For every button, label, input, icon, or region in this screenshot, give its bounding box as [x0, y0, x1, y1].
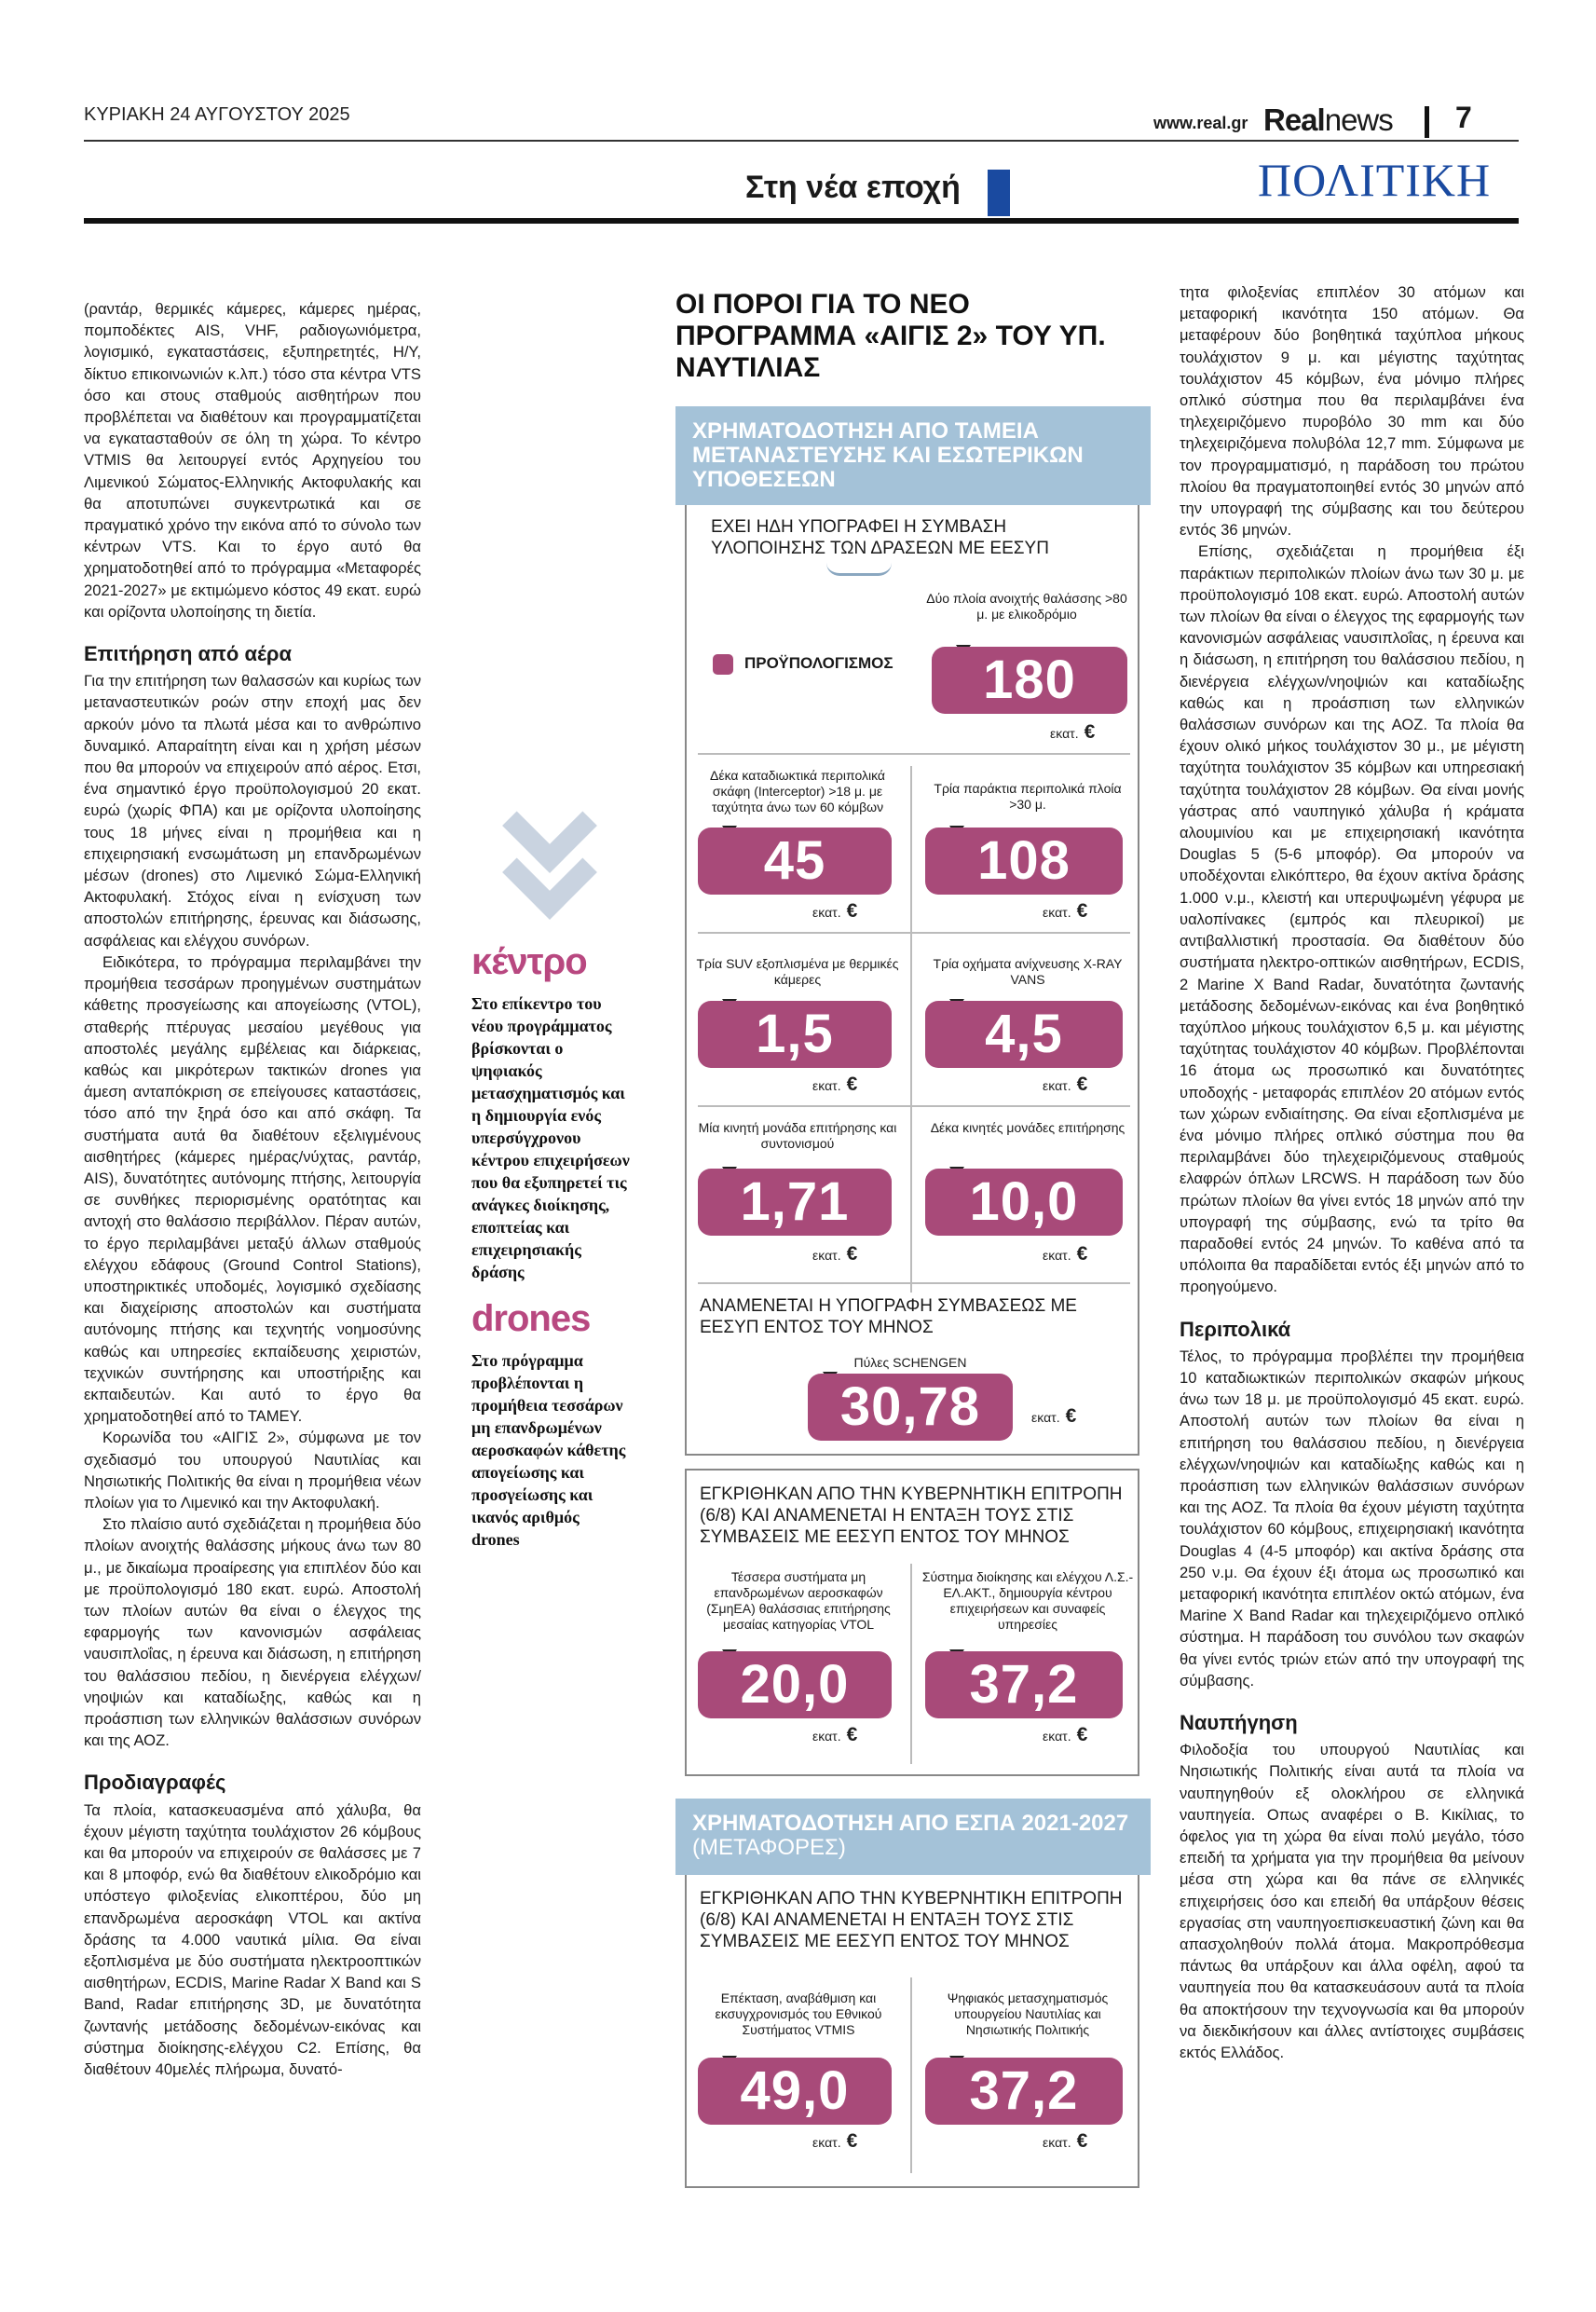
paragraph: Ειδικότερα, το πρόγραμμα περιλαμβάνει την προμήθεια τεσσάρων προηγμένων συστημάτων κάθετης προσγείωσης και απογείωσης (VTOL), σταθερής πτέρυγας μεσαίου μεγέθους για αποστολές μεγάλης εμβέλειας και διάρκειας, καθώς και μικρότερων τακτικών drones για άμεση ανταπόκριση σε επείγουσες καταστάσεις, τόσο από την ξηρά όσο και από σκάφη. Τα συστήματα αυτά θα διαθέτουν εξελιγμένους αισθητήρες (κάμερες ημέρας/νύχτας, ραντάρ, AIS), δυνατότητες αυτόνομης πτήσης, λειτουργία σε συνθήκες περιορισμένης ορατότητας και αντοχή στο θαλάσσιο περιβάλλον. Πέραν αυτών, το έργο περιλαμβάνει μεταξύ άλλων σταθμούς ελέγχου εδάφους (Ground Control Stations), υποστηρικτικές υποδομές, λογισμικό σχεδίασης και διαχείρισης αποστολών και συστήματα αυτόνομης πτήσης και τεχνητής νοημοσύνης καθώς και υπηρεσίες εκπαίδευσης χειριστών, τεχνικών συντήρησης και υποστήριξης και εκπαιδευτών. Και αυτό το έργο θα χρηματοδοτηθεί από το ΤΑΜΕΥ.: [84, 952, 421, 1426]
section-title: ΠΟΛΙΤΙΚΗ: [1258, 154, 1492, 206]
item-desc: Τρία οχήματα ανίχνευσης X-RAY VANS: [933, 956, 1123, 987]
unit-label: εκατ. €: [1043, 1243, 1088, 1265]
value-box: 180: [932, 647, 1127, 714]
value-box: 45: [698, 828, 892, 895]
paragraph: Στο πλαίσιο αυτό σχεδιάζεται η προμήθεια δύο πλοίων ανοιχτής θαλάσσης μήκους άνω των 80 μ., με δικαίωμα προαίρεσης για επιπλέον δύο και με προϋπολογισμό 180 εκατ. ευρώ. Αποστολή των πλοίων αυτών θα είναι ο έλεγχος της εφαρμογής των κανονισμών ασφάλειας ναυσιπλοΐας, η έρευνα και διάσωση, η επιτήρηση του θαλάσσιου πεδίου, η διενέργεια ελέγχων/νηοψιών και καταδίωξης, καθώς και η προάσπιση των ελληνικών θαλάσσιων συνόρων και της ΑΟΖ.: [84, 1515, 421, 1750]
value-box: 20,0: [698, 1651, 892, 1718]
unit-label: εκατ. €: [1043, 2130, 1088, 2152]
paragraph: Κορωνίδα του «ΑΙΓΙΣ 2», σύμφωνα με τον σχεδιασμό του υπουργού Ναυτιλίας και Νησιωτικής Πολιτικής θα είναι η προμήθεια νέων πλοίων για το Λιμενικό και την Ακτοφυλακή.: [84, 1429, 421, 1512]
section-kicker: Στη νέα εποχή: [745, 170, 961, 205]
unit-label: εκατ. €: [812, 1243, 858, 1265]
article-column-left: [84, 298, 421, 2080]
kicker-bar: [988, 170, 1010, 216]
value-box: 4,5: [925, 1001, 1123, 1068]
legend-label: ΠΡΟΫΠΟΛΟΓΙΣΜΟΣ: [744, 654, 893, 672]
subheading: Ναυπήγηση: [1180, 1711, 1298, 1734]
col-divider: [910, 1564, 912, 1764]
article-column-right: [1180, 281, 1524, 2063]
unit-label: εκατ. €: [1050, 721, 1096, 743]
value-box: 49,0: [698, 2058, 892, 2125]
site-url[interactable]: www.real.gr: [1153, 114, 1248, 132]
section-rule: [84, 218, 1519, 224]
funding-band-espa: [675, 1799, 1151, 1875]
value-box: 10,0: [925, 1169, 1123, 1236]
subheading: Επιτήρηση από αέρα: [84, 642, 293, 666]
subheading: Προδιαγραφές: [84, 1771, 226, 1795]
item-desc: Τρία παράκτια περιπολικά πλοία >30 μ.: [934, 781, 1122, 812]
infographic-title: ΟΙ ΠΟΡΟΙ ΓΙΑ ΤΟ ΝΕΟ ΠΡΟΓΡΑΜΜΑ «ΑΙΓΙΣ 2» ΤΟΥ ΥΠ. ΝΑΥΤΙΛΙΑΣ: [675, 289, 1106, 383]
unit-label: εκατ. €: [1043, 900, 1088, 922]
paragraph: (ραντάρ, θερμικές κάμερες, κάμερες ημέρας, πομποδέκτες AIS, VHF, ραδιογωνιόμετρα, λογισμικό, εγκαταστάσεις, εξυπηρετητές, Η/Υ, δίκτυο επικοινωνιών κ.λπ.) τόσο στα κέντρα VTS όσο και στους σταθμούς αισθητήρων που προβλέπεται να διαθέτουν και προγραμματίζεται να εγκατασταθούν σε όλη τη χώρα. Το κέντρο VTMIS θα λειτουργεί εντός Αρχηγείου του Λιμενικού Σώματος-Ελληνικής Ακτοφυλακής και θα αποτυπώνει συγκεντρωτικά και σε πραγματικό χρόνο την εικόνα από το σύνολο των κέντρων VTS. Και το έργο αυτό θα χρηματοδοτηθεί από το πρόγραμμα «Μεταφορές 2021-2027» με εκτιμώμενο κόστος 49 εκατ. ευρώ και ορίζοντα υλοποίησης τη διετία.: [84, 300, 421, 621]
item-desc: Δέκα κινητές μονάδες επιτήρησης: [930, 1120, 1125, 1135]
item-desc: Δέκα καταδιωκτικά περιπολικά σκάφη (Interceptor) >18 μ. με ταχύτητα άνω των 60 κόμβων: [709, 768, 886, 814]
issue-date: ΚΥΡΙΑΚΗ 24 ΑΥΓΟΥΣΤΟΥ 2025: [84, 104, 350, 125]
sidebar-highlights: [471, 801, 630, 1551]
row-divider: [698, 753, 1130, 755]
group-label-signed: ΕΧΕΙ ΗΔΗ ΥΠΟΓΡΑΦΕΙ Η ΣΥΜΒΑΣΗ ΥΛΟΠΟΙΗΣΗΣ ΤΩΝ ΔΡΑΣΕΩΝ ΜΕ ΕΕΣΥΠ: [711, 517, 1049, 558]
paragraph: Τα πλοία, κατασκευασμένα από χάλυβα, θα έχουν μέγιστη ταχύτητα τουλάχιστον 26 κόμβους και θα μπορούν να επιχειρούν σε θαλάσσες με 7 και 8 μποφόρ, ενώ θα διαθέτουν ελικοδρόμιο και υπόστεγο φιλοξενίας ελικοπτέρου, δύο μη επανδρωμένα αεροσκάφη VTOL και ακτίνα δράσης τα 4.000 ναυτικά μίλια. Θα είναι εξοπλισμένα με δύο συστήματα ηλεκτροοπτικών αισθητήρων, ECDIS, Marine Radar X Band και S Band, Radar επιτήρησης 3D, με δυνατότητα ζωντανής μετάδοσης δεδομένων-εικόνας και σύστημα διοίκησης-ελέγχου C2. Επίσης, θα διαθέτουν 40μελές πλήρωμα, δυνατό-: [84, 1800, 421, 2079]
brace-icon: [826, 563, 892, 576]
paragraph: Επίσης, σχεδιάζεται η προμήθεια έξι παράκτιων περιπολικών πλοίων άνω των 30 μ. με προϋπολογισμό 108 εκατ. ευρώ. Αποστολή αυτών των πλοίων θα είναι ο έλεγχος της εφαρμογής των κανονισμών ασφάλειας ναυσιπλοΐας, η έρευνα και η διάσωση, η επιτήρηση του θαλάσσιου πεδίου, η διενέργεια ελέγχων/νηοψιών και καταδίωξης καθώς και η προάσπιση των ελληνικών θαλάσσιων συνόρων και της ΑΟΖ. Τα πλοία θα έχουν ολικό μήκος τουλάχιστον 30 μ., με μέγιστη ταχύτητα τουλάχιστον 35 κόμβων και υπηρεσιακή ταχύτητα τουλάχιστον 28 κόμβων. Θα είναι μονής γάστρας από ναυπηγικό χάλυβα ή κράματα αλουμινίου και με επιχειρησιακή ικανότητα Douglas 5 (5-6 μποφόρ). Θα μπορούν να υποδέχονται ελικόπτερο, θα έχουν ακτίνα δράσης 1.000 ν.μ., κλειστή και υπερυψωμένη γέφυρα με υαλοπίνακες (εμπρός και πλευρικοί) με αντιβαλλιστική προστασία. Θα διαθέτουν δύο συστήματα ηλεκτρο-οπτικών αισθητήρων, ECDIS, 2 Marine X Band Radar, δυνατότητα ζωντανής μετάδοσης δεδομένων-εικόνας και ένα βοηθητικό ταχύπλοο μήκους τουλάχιστον 6,5 μ. και μέγιστης ταχύτητας τουλάχιστον 40 κόμβων. Προβλέπονται 16 άτομα ως προσωπικό και δυνατότητες υποδοχής - μεταφοράς επιπλέον 20 ατόμων εντός των χώρων ενδιαίτησης. Θα είναι εξοπλισμένα με ένα μόνιμο πλήρες οπλικό σύστημα που θα περιλαμβάνει δύο τηλεχειριζόμενους σταθμούς ελαφρών όπλων LRCWS. Η παράδοση των δύο πρώτων πλοίων θα γίνει εντός 18 μηνών από την υπογραφή της σύμβασης, ενώ τα τρίτο θα παραδοθεί εντός 24 μηνών. Το καθένα από τα υπόλοιπα θα παραδίδεται εντός έξι μηνών από το προηγούμενο.: [1180, 542, 1524, 1296]
unit-label: εκατ. €: [812, 1724, 858, 1745]
unit-label: εκατ. €: [1043, 1724, 1088, 1745]
row-divider: [698, 932, 1130, 934]
funding-band-migration: ΧΡΗΜΑΤΟΔΟΤΗΣΗ ΑΠΟ ΤΑΜΕΙΑ ΜΕΤΑΝΑΣΤΕΥΣΗΣ ΚΑΙ ΕΣΩΤΕΡΙΚΩΝ ΥΠΟΘΕΣΕΩΝ: [675, 406, 1151, 505]
band-espa-title: ΧΡΗΜΑΤΟΔΟΤΗΣΗ ΑΠΟ ΕΣΠΑ 2021-2027: [692, 1811, 1129, 1836]
item-desc: Τρία SUV εξοπλισμένα με θερμικές κάμερες: [696, 956, 899, 987]
item-desc: Πύλες SCHENGEN: [853, 1355, 967, 1370]
value-box: 37,2: [925, 2058, 1123, 2125]
band-espa-sub: (ΜΕΤΑΦΟΡΕΣ): [692, 1835, 846, 1860]
value-box: 1,71: [698, 1169, 892, 1236]
subheading: Περιπολικά: [1180, 1317, 1291, 1341]
group-label-pending: ΑΝΑΜΕΝΕΤΑΙ Η ΥΠΟΓΡΑΦΗ ΣΥΜΒΑΣΕΩΣ ΜΕ ΕΕΣΥΠ ΕΝΤΟΣ ΤΟΥ ΜΗΝΟΣ: [700, 1296, 1077, 1337]
sidebar-heading-drones: drones: [471, 1298, 591, 1339]
item-desc: Δύο πλοία ανοιχτής θαλάσσης >80 μ. με ελικοδρόμιο: [926, 591, 1127, 622]
row-divider: [698, 1105, 1130, 1107]
paragraph: Φιλοδοξία του υπουργού Ναυτιλίας και Νησιωτικής Πολιτικής είναι αυτά τα πλοία να ναυπηγηθούν εξ ολοκλήρου σε ελληνικά ναυπηγεία. Οπως αναφέρει ο Β. Κικίλιας, το όφελος για τη χώρα θα είναι πολύ μεγάλο, τόσο επειδή τα χρήματα για την προμήθεια θα μείνουν μέσα στη χώρα και θα πάνε σε ελληνικές επιχειρήσεις όσο και επειδή θα υπάρξουν θέσεις εργασίας στη ναυπηγοεπισκευαστική ζώνη και θα απασχοληθούν πολλά άτομα. Μακροπρόθεσμα πάντως θα υπάρξουν και άλλα οφέλη, αφού τα ναυπηγεία που θα κατασκευάσουν αυτά τα πλοία θα αποκτήσουν την τεχνογνωσία και θα μπορούν να διεκδικήσουν και άλλες αντίστοιχες συμβάσεις εκτός Ελλάδος.: [1180, 1741, 1524, 2062]
unit-label: εκατ. €: [1031, 1405, 1077, 1427]
row-divider: [698, 1282, 1130, 1284]
sidebar-text-drones: Στο πρόγραμμα προβλέπονται η προμήθεια τεσσάρων μη επανδρωμένων αεροσκαφών κάθετης απογείωσης και προσγείωσης και ικανός αριθμός drones: [471, 1351, 626, 1549]
unit-label: εκατ. €: [812, 900, 858, 922]
value-box: 37,2: [925, 1651, 1123, 1718]
item-desc: Σύστημα διοίκησης και ελέγχου Λ.Σ.-ΕΛ.ΑΚΤ., δημιουργία κέντρου επιχειρήσεων και συναφείς υπηρεσίες: [921, 1569, 1134, 1632]
approved-panel-migration: [685, 1469, 1139, 1776]
paragraph: Τέλος, το πρόγραμμα προβλέπει την προμήθεια 10 καταδιωκτικών περιπολικών σκαφών μήκους άνω των 18 μ. με προϋπολογισμό 45 εκατ. ευρώ. Αποστολή αυτών των πλοίων θα είναι η επιτήρηση του θαλάσσιου πεδίου, η διενέργεια ελέγχων/νηοψιών και καταδίωξης καθώς και η προάσπιση των ελληνικών θαλάσσιων συνόρων και της ΑΟΖ. Τα πλοία θα έχουν μέγιστη ταχύτητα τουλάχιστον 60 κόμβους, επιχειρησιακή ικανότητα Douglas 4 (4-5 μποφόρ) και ακτίνα δράσης στα 250 ν.μ. Θα έχουν έξι άτομα ως προσωπικό και μεταφορική ικανότητα επιπλέον οκτώ ατόμων, ένα Marine X Band Radar και τηλεχειριζόμενο οπλικό σύστημα. Η παράδοση του συνόλου των σκαφών θα γίνει εντός τριών ετών από την υπογραφή της σύμβασης.: [1180, 1347, 1524, 1690]
migration-fund-panel: [685, 505, 1139, 1456]
item-desc: Τέσσερα συστήματα μη επανδρωμένων αεροσκαφών (ΣμηΕΑ) θαλάσσιας επιτήρησης μεσαίας κατηγορίας VTOL: [706, 1569, 891, 1632]
value-box: 1,5: [698, 1001, 892, 1068]
col-divider: [910, 1977, 912, 2173]
value-box: 30,78: [808, 1374, 1013, 1441]
legend-swatch: [713, 654, 733, 675]
col-divider: [910, 766, 912, 1293]
value-box: 108: [925, 828, 1123, 895]
header-divider: [1425, 106, 1429, 138]
group-label-approved: ΕΓΚΡΙΘΗΚΑΝ ΑΠΟ ΤΗΝ ΚΥΒΕΡΝΗΤΙΚΗ ΕΠΙΤΡΟΠΗ (6/8) ΚΑΙ ΑΝΑΜΕΝΕΤΑΙ Η ΕΝΤΑΞΗ ΤΟΥΣ ΣΤΙΣ ΣΥΜΒΑΣΕΙΣ ΜΕ ΕΕΣΥΠ ΕΝΤΟΣ ΤΟΥ ΜΗΝΟΣ: [700, 1484, 1123, 1547]
brand-news: news: [1324, 103, 1393, 137]
header-rule: [84, 140, 1519, 142]
item-desc: Ψηφιακός μετασχηματισμός υπουργείου Ναυτιλίας και Νησιωτικής Πολιτικής: [947, 1991, 1109, 2037]
unit-label: εκατ. €: [812, 1074, 858, 1095]
item-desc: Επέκταση, αναβάθμιση και εκσυγχρονισμός του Εθνικού Συστήματος VTMIS: [715, 1991, 882, 2037]
sidebar-heading-center: κέντρο: [471, 941, 587, 982]
paragraph: τητα φιλοξενίας επιπλέον 30 ατόμων και μεταφορική ικανότητα 150 ατόμων. Θα μεταφέρουν δύο βοηθητικά ταχύπλοα μήκους τουλάχιστον 9 μ. και μέγιστης ταχύτητας τουλάχιστον 45 κόμβων, ένα μόνιμο πλήρες οπλικό σύστημα που θα περιλαμβάνει ένα τηλεχειριζόμενο πυροβόλο 30 mm και δύο τηλεχειριζόμενα πολυβόλα 12,7 mm. Σύμφωνα με τον προγραμματισμό, η παράδοση του πρώτου πλοίου θα πραγματοποιηθεί εντός 30 μηνών από την υπογραφή της σύμβασης και του δεύτερου εντός 36 μηνών.: [1180, 283, 1524, 540]
espa-panel: [685, 1875, 1139, 2188]
brand-logo: [1263, 103, 1393, 138]
brand-real: Real: [1263, 103, 1325, 137]
sidebar-text-center: Στο επίκεντρο του νέου προγράμματος βρίσκονται ο ψηφιακός μετασχηματισμός και η δημιουργία ενός υπερσύγχρονου κέντρου επιχειρήσεων που θα εξυπηρετεί τις ανάγκες διοίκησης, εποπτείας και επιχειρησιακής δράσης: [471, 994, 630, 1281]
group-label-espa: ΕΓΚΡΙΘΗΚΑΝ ΑΠΟ ΤΗΝ ΚΥΒΕΡΝΗΤΙΚΗ ΕΠΙΤΡΟΠΗ (6/8) ΚΑΙ ΑΝΑΜΕΝΕΤΑΙ Η ΕΝΤΑΞΗ ΤΟΥΣ ΣΤΙΣ ΣΥΜΒΑΣΕΙΣ ΜΕ ΕΕΣΥΠ ΕΝΤΟΣ ΤΟΥ ΜΗΝΟΣ: [700, 1889, 1123, 1951]
page-number: 7: [1455, 101, 1472, 134]
item-desc: Μία κινητή μονάδα επιτήρησης και συντονισμού: [698, 1120, 897, 1151]
unit-label: εκατ. €: [812, 2130, 858, 2152]
paragraph: Για την επιτήρηση των θαλασσών και κυρίως των μεταναστευτικών ροών στην εποχή μας δεν αρκούν μόνο τα πλωτά μέσα και το ανθρώπινο δυναμικό. Απαραίτητη είναι και η χρήση μέσων που θα μπορούν να επιχειρούν από αέρος. Ετσι, ένα σημαντικό έργο προϋπολογισμού 20 εκατ. ευρώ (χωρίς ΦΠΑ) και με ορίζοντα υλοποίησης τους 18 μήνες είναι η προμήθεια και η επιχειρησιακή ενσωμάτωση μη επανδρωμένων μέσων (drones) στο Λιμενικό Σώμα-Ελληνική Ακτοφυλακή. Στόχος είναι η ενίσχυση των αποστολών επιτήρησης, έρευνας και διάσωσης, ασφάλειας και ελέγχου συνόρων.: [84, 672, 421, 950]
infographic: [675, 289, 1151, 2188]
unit-label: εκατ. €: [1043, 1074, 1088, 1095]
